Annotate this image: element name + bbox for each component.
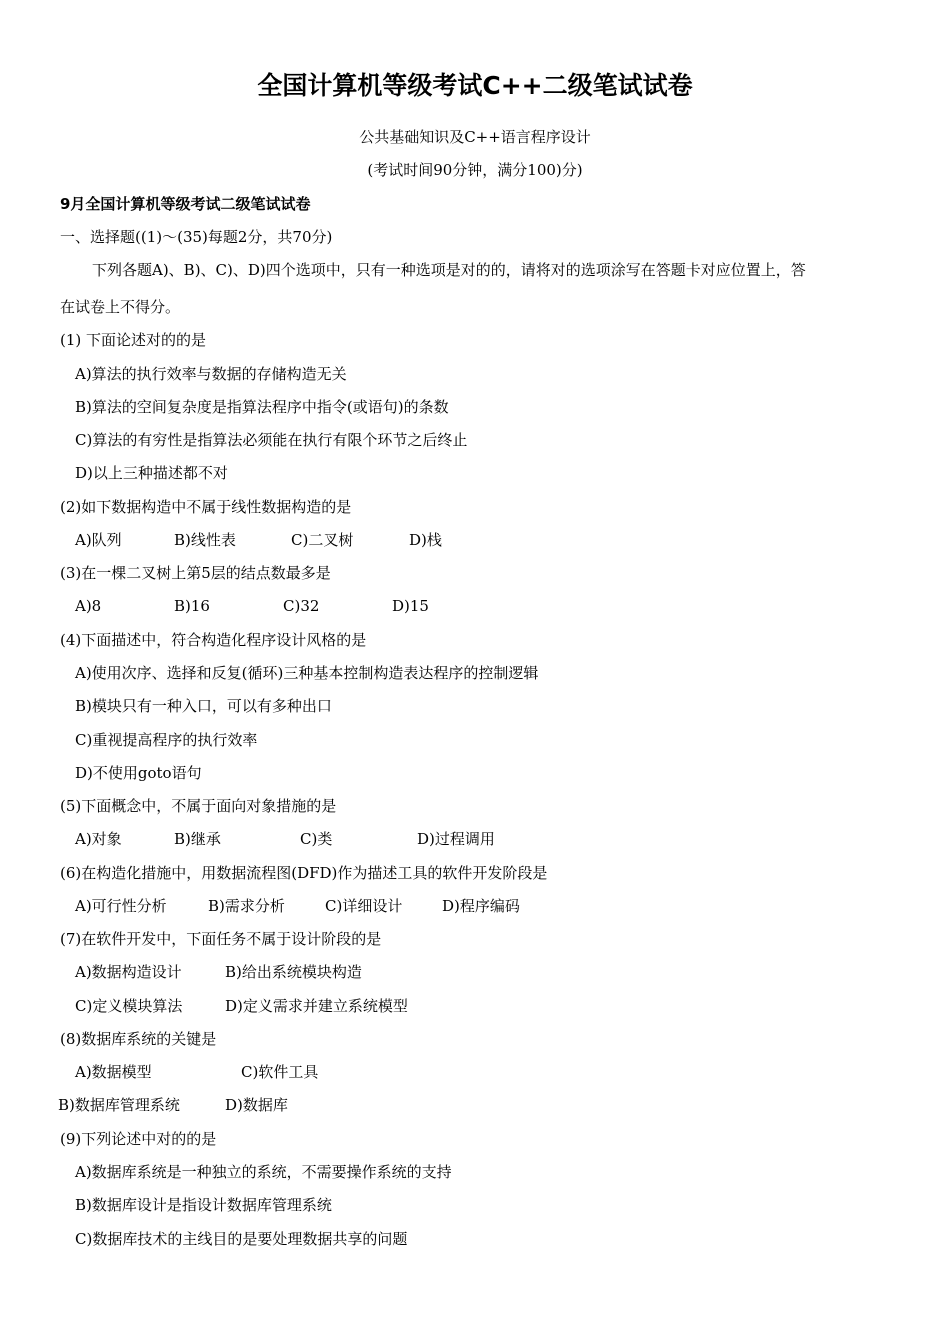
question-6-option-a: A)可行性分析 xyxy=(75,897,167,915)
question-7-option-c: C)定义模块算法 xyxy=(75,997,183,1015)
question-9-option-b: B)数据库设计是指设计数据库管理系统 xyxy=(75,1196,332,1214)
question-stem-9: (9)下列论述中对的的是 xyxy=(60,1130,217,1148)
instruction-line-1: 下列各题A)、B)、C)、D)四个选项中，只有一种选项是对的的，请将对的选项涂写在答题卡对应位置上，答 xyxy=(92,261,806,279)
question-stem-3: (3)在一棵二叉树上第5层的结点数最多是 xyxy=(60,564,331,582)
question-8-option-d: D)数据库 xyxy=(225,1096,288,1114)
question-8-option-a: A)数据模型 xyxy=(75,1063,152,1081)
question-stem-7: (7)在软件开发中，下面任务不属于设计阶段的是 xyxy=(60,930,382,948)
question-2-option-c: C)二叉树 xyxy=(291,531,354,549)
question-4-option-b: B)模块只有一种入口，可以有多种出口 xyxy=(75,697,332,715)
question-4-option-c: C)重视提高程序的执行效率 xyxy=(75,731,258,749)
question-2-option-b: B)线性表 xyxy=(174,531,236,549)
question-stem-6: (6)在构造化措施中，用数据流程图(DFD)作为描述工具的软件开发阶段是 xyxy=(60,864,548,882)
question-1-option-c: C)算法的有穷性是指算法必须能在执行有限个环节之后终止 xyxy=(75,431,468,449)
question-stem-2: (2)如下数据构造中不属于线性数据构造的是 xyxy=(60,498,352,516)
question-1-option-a: A)算法的执行效率与数据的存储构造无关 xyxy=(75,365,347,383)
question-8-option-c: C)软件工具 xyxy=(241,1063,319,1081)
question-6-option-b: B)需求分析 xyxy=(208,897,285,915)
question-stem-5: (5)下面概念中，不属于面向对象措施的是 xyxy=(60,797,337,815)
exam-name-heading: 9月全国计算机等级考试二级笔试试卷 xyxy=(60,195,311,213)
question-9-option-a: A)数据库系统是一种独立的系统，不需要操作系统的支持 xyxy=(75,1163,452,1181)
question-7-option-a: A)数据构造设计 xyxy=(75,963,182,981)
question-5-option-d: D)过程调用 xyxy=(417,830,495,848)
question-3-option-a: A)8 xyxy=(75,597,102,615)
page-title: 全国计算机等级考试C++二级笔试试卷 xyxy=(257,71,693,100)
question-stem-8: (8)数据库系统的关键是 xyxy=(60,1030,217,1048)
question-6-option-c: C)详细设计 xyxy=(325,897,403,915)
question-stem-1: (1) 下面论述对的的是 xyxy=(60,331,207,349)
question-6-option-d: D)程序编码 xyxy=(442,897,520,915)
question-4-option-d: D)不使用goto语句 xyxy=(75,764,202,782)
question-9-option-c: C)数据库技术的主线目的是要处理数据共享的问题 xyxy=(75,1230,408,1248)
question-3-option-d: D)15 xyxy=(392,597,429,615)
question-7-option-d: D)定义需求并建立系统模型 xyxy=(225,997,408,1015)
exam-time-note: (考试时间90分钟，满分100)分) xyxy=(367,161,583,179)
question-2-option-d: D)栈 xyxy=(409,531,442,549)
question-2-option-a: A)队列 xyxy=(75,531,122,549)
question-7-option-b: B)给出系统模块构造 xyxy=(225,963,362,981)
question-stem-4: (4)下面描述中，符合构造化程序设计风格的是 xyxy=(60,631,367,649)
instruction-line-2: 在试卷上不得分。 xyxy=(60,298,181,316)
question-1-option-b: B)算法的空间复杂度是指算法程序中指令(或语句)的条数 xyxy=(75,398,449,416)
question-5-option-a: A)对象 xyxy=(75,830,122,848)
question-1-option-d: D)以上三种描述都不对 xyxy=(75,464,228,482)
question-3-option-b: B)16 xyxy=(174,597,210,615)
page-subtitle: 公共基础知识及C++语言程序设计 xyxy=(359,128,591,146)
question-5-option-c: C)类 xyxy=(300,830,333,848)
question-4-option-a: A)使用次序、选择和反复(循环)三种基本控制构造表达程序的控制逻辑 xyxy=(75,664,539,682)
part-heading: 一、选择题((1)～(35)每题2分，共70分) xyxy=(60,228,333,246)
question-3-option-c: C)32 xyxy=(283,597,320,615)
question-8-option-b: B)数据库管理系统 xyxy=(58,1096,180,1114)
question-5-option-b: B)继承 xyxy=(174,830,221,848)
